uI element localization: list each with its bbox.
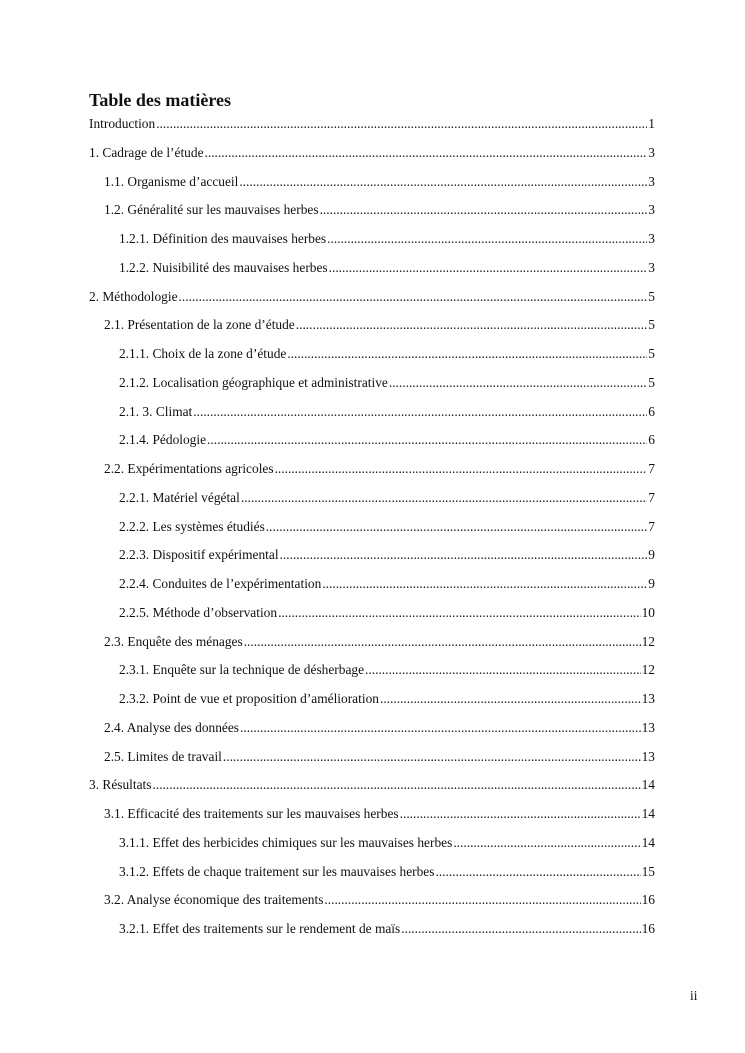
toc-entry[interactable] xyxy=(89,573,655,602)
table-of-contents xyxy=(89,113,655,947)
toc-entry[interactable] xyxy=(89,257,655,286)
dot-leader xyxy=(153,774,641,796)
toc-entry-label: Introduction xyxy=(89,116,156,131)
dot-leader xyxy=(329,257,648,279)
toc-entry-label: 2. Méthodologie xyxy=(89,288,178,304)
dot-leader xyxy=(239,171,647,193)
toc-entry-page: 6 xyxy=(648,432,655,448)
dot-leader xyxy=(156,113,647,135)
toc-entry-page: 7 xyxy=(648,461,655,476)
toc-entry[interactable] xyxy=(89,803,655,832)
toc-entry-page: 12 xyxy=(641,633,655,649)
toc-entry-label: 2.2.4. Conduites de l’expérimentation xyxy=(119,576,322,591)
toc-entry-label: 2.3.2. Point de vue et proposition d’amélioration xyxy=(119,691,379,706)
dot-leader xyxy=(435,861,640,883)
dot-leader xyxy=(207,429,647,451)
toc-entry[interactable] xyxy=(89,343,655,372)
toc-entry-label: 2.5. Limites de travail xyxy=(104,748,222,764)
toc-entry[interactable] xyxy=(89,487,655,516)
toc-entry[interactable] xyxy=(89,631,655,660)
dot-leader xyxy=(322,573,647,595)
toc-entry-label: 3.2. Analyse économique des traitements xyxy=(104,892,324,908)
toc-entry[interactable] xyxy=(89,774,655,803)
toc-entry-label: 2.4. Analyse des données xyxy=(104,719,239,735)
dot-leader xyxy=(365,659,641,681)
dot-leader xyxy=(320,199,648,221)
toc-entry[interactable] xyxy=(89,602,655,631)
toc-entry-label: 2.1.4. Pédologie xyxy=(119,432,207,448)
toc-entry-label: 1.2. Généralité sur les mauvaises herbes xyxy=(104,202,319,218)
dot-leader xyxy=(223,746,641,768)
toc-entry-page: 5 xyxy=(648,317,655,333)
toc-entry-page: 3 xyxy=(648,173,655,189)
toc-entry[interactable] xyxy=(89,544,655,573)
dot-leader xyxy=(401,918,640,940)
toc-entry-page: 13 xyxy=(641,691,655,706)
toc-entry-label: 2.2.2. Les systèmes étudiés xyxy=(119,518,265,534)
dot-leader xyxy=(275,458,648,480)
toc-entry-label: 2.2. Expérimentations agricoles xyxy=(104,461,274,476)
toc-entry-page: 3 xyxy=(648,202,655,218)
dot-leader xyxy=(453,832,640,854)
dot-leader xyxy=(389,372,647,394)
dot-leader xyxy=(400,803,641,825)
toc-entry-page: 14 xyxy=(641,777,655,793)
toc-entry[interactable] xyxy=(89,314,655,343)
toc-entry[interactable] xyxy=(89,142,655,171)
toc-entry-label: 3.2.1. Effet des traitements sur le rendement de maïs xyxy=(119,921,401,936)
toc-entry-page: 9 xyxy=(648,547,655,563)
toc-entry-label: 2.1.1. Choix de la zone d’étude xyxy=(119,346,287,361)
toc-entry[interactable] xyxy=(89,861,655,890)
toc-entry-page: 15 xyxy=(641,863,655,879)
toc-entry-label: 1.1. Organisme d’accueil xyxy=(104,173,239,189)
toc-entry-label: 2.2.3. Dispositif expérimental xyxy=(119,547,279,563)
toc-entry-page: 3 xyxy=(648,231,655,246)
toc-entry-page: 13 xyxy=(641,748,655,764)
toc-entry-page: 5 xyxy=(648,374,655,390)
toc-entry-page: 16 xyxy=(641,892,655,908)
toc-entry[interactable] xyxy=(89,659,655,688)
toc-entry-label: 1. Cadrage de l’étude xyxy=(89,144,204,160)
toc-entry-label: 3. Résultats xyxy=(89,777,152,793)
dot-leader xyxy=(240,717,641,739)
toc-entry-page: 7 xyxy=(648,489,655,505)
toc-entry-page: 10 xyxy=(641,604,655,620)
dot-leader xyxy=(244,631,641,653)
toc-entry[interactable] xyxy=(89,746,655,775)
dot-leader xyxy=(193,401,647,423)
dot-leader xyxy=(380,688,641,710)
toc-entry[interactable] xyxy=(89,372,655,401)
toc-entry[interactable] xyxy=(89,889,655,918)
toc-entry-page: 13 xyxy=(641,719,655,735)
toc-entry[interactable] xyxy=(89,401,655,430)
toc-entry[interactable] xyxy=(89,832,655,861)
toc-title: Table des matières xyxy=(89,90,231,110)
toc-entry-page: 1 xyxy=(648,116,655,131)
toc-entry-label: 2.1. 3. Climat xyxy=(119,403,193,419)
toc-entry-label: 3.1. Efficacité des traitements sur les mauvaises herbes xyxy=(104,806,399,821)
toc-entry[interactable] xyxy=(89,113,655,142)
toc-entry-page: 7 xyxy=(648,518,655,534)
toc-entry[interactable] xyxy=(89,918,655,947)
toc-entry-page: 3 xyxy=(648,144,655,160)
dot-leader xyxy=(266,516,648,538)
toc-entry-page: 3 xyxy=(648,259,655,275)
toc-entry[interactable] xyxy=(89,688,655,717)
dot-leader xyxy=(280,544,648,566)
toc-entry-page: 12 xyxy=(641,662,655,678)
toc-entry-page: 16 xyxy=(641,921,655,936)
dot-leader xyxy=(327,228,647,250)
toc-entry-label: 2.3. Enquête des ménages xyxy=(104,633,243,649)
dot-leader xyxy=(278,602,641,624)
dot-leader xyxy=(296,314,648,336)
toc-entry-page: 5 xyxy=(648,346,655,361)
page-number: ii xyxy=(690,988,698,1003)
dot-leader xyxy=(205,142,648,164)
toc-entry-page: 5 xyxy=(648,288,655,304)
toc-entry-label: 1.2.1. Définition des mauvaises herbes xyxy=(119,231,327,246)
toc-entry[interactable] xyxy=(89,171,655,200)
toc-entry-label: 3.1.2. Effets de chaque traitement sur les mauvaises herbes xyxy=(119,863,435,879)
dot-leader xyxy=(179,286,648,308)
toc-entry[interactable] xyxy=(89,458,655,487)
toc-entry-label: 2.2.5. Méthode d’observation xyxy=(119,604,278,620)
toc-entry-label: 2.1. Présentation de la zone d’étude xyxy=(104,317,295,333)
dot-leader xyxy=(241,487,647,509)
toc-entry[interactable] xyxy=(89,228,655,257)
toc-entry[interactable] xyxy=(89,717,655,746)
toc-entry[interactable] xyxy=(89,199,655,228)
toc-entry-label: 1.2.2. Nuisibilité des mauvaises herbes xyxy=(119,259,328,275)
toc-entry-page: 9 xyxy=(648,576,655,591)
toc-entry-page: 6 xyxy=(648,403,655,419)
toc-entry-page: 14 xyxy=(641,834,655,850)
toc-entry[interactable] xyxy=(89,286,655,315)
toc-entry-label: 3.1.1. Effet des herbicides chimiques sur les mauvaises herbes xyxy=(119,834,453,850)
toc-entry[interactable] xyxy=(89,516,655,545)
toc-entry-label: 2.2.1. Matériel végétal xyxy=(119,489,240,505)
dot-leader xyxy=(287,343,647,365)
dot-leader xyxy=(324,889,640,911)
toc-entry-label: 2.1.2. Localisation géographique et administrative xyxy=(119,374,388,390)
toc-entry[interactable] xyxy=(89,429,655,458)
toc-entry-label: 2.3.1. Enquête sur la technique de désherbage xyxy=(119,662,365,678)
toc-entry-page: 14 xyxy=(641,806,655,821)
